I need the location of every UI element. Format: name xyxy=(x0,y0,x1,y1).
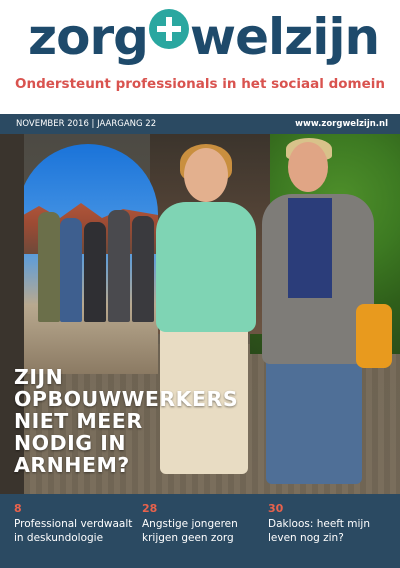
masthead xyxy=(0,0,400,114)
website-link[interactable]: www.zorgwelzijn.nl xyxy=(295,119,388,129)
plus-icon xyxy=(149,9,189,49)
teaser-title: Dakloos: heeft mijn leven nog zin? xyxy=(268,518,370,544)
orange-bag xyxy=(356,304,392,368)
issue-date: NOVEMBER 2016 | JAARGANG 22 xyxy=(16,119,157,129)
woman-blouse xyxy=(156,202,256,332)
headline-line: NODIG IN xyxy=(14,431,126,455)
teaser-item[interactable] xyxy=(14,502,139,545)
logo xyxy=(28,6,379,68)
headline-line: ARNHEM? xyxy=(14,453,130,477)
issue-info-bar xyxy=(0,114,400,134)
teaser-title: Angstige jongeren krijgen geen zorg xyxy=(142,518,238,544)
man-jeans xyxy=(266,354,362,484)
man-face xyxy=(288,142,328,192)
man-shirt xyxy=(288,198,332,298)
tagline: Ondersteunt professionals in het sociaal domein xyxy=(14,76,385,92)
teaser-page-number: 8 xyxy=(14,502,22,515)
teaser-page-number: 28 xyxy=(142,502,158,515)
headline-line: OPBOUWWERKERS xyxy=(14,387,239,411)
teaser-title: Professional verdwaalt in deskundologie xyxy=(14,518,133,544)
headline-line: NIET MEER xyxy=(14,409,143,433)
cover-photo xyxy=(0,134,400,494)
teaser-footer xyxy=(0,494,400,568)
background-group xyxy=(36,182,166,322)
teaser-item[interactable] xyxy=(142,502,267,545)
woman-face xyxy=(184,148,228,202)
cover-headline xyxy=(14,366,244,476)
logo-text-right: welzijn xyxy=(189,8,380,66)
logo-text-left: zorg xyxy=(28,8,148,66)
teaser-page-number: 30 xyxy=(268,502,284,515)
headline-line: ZIJN xyxy=(14,365,64,389)
teaser-item[interactable] xyxy=(268,502,393,545)
